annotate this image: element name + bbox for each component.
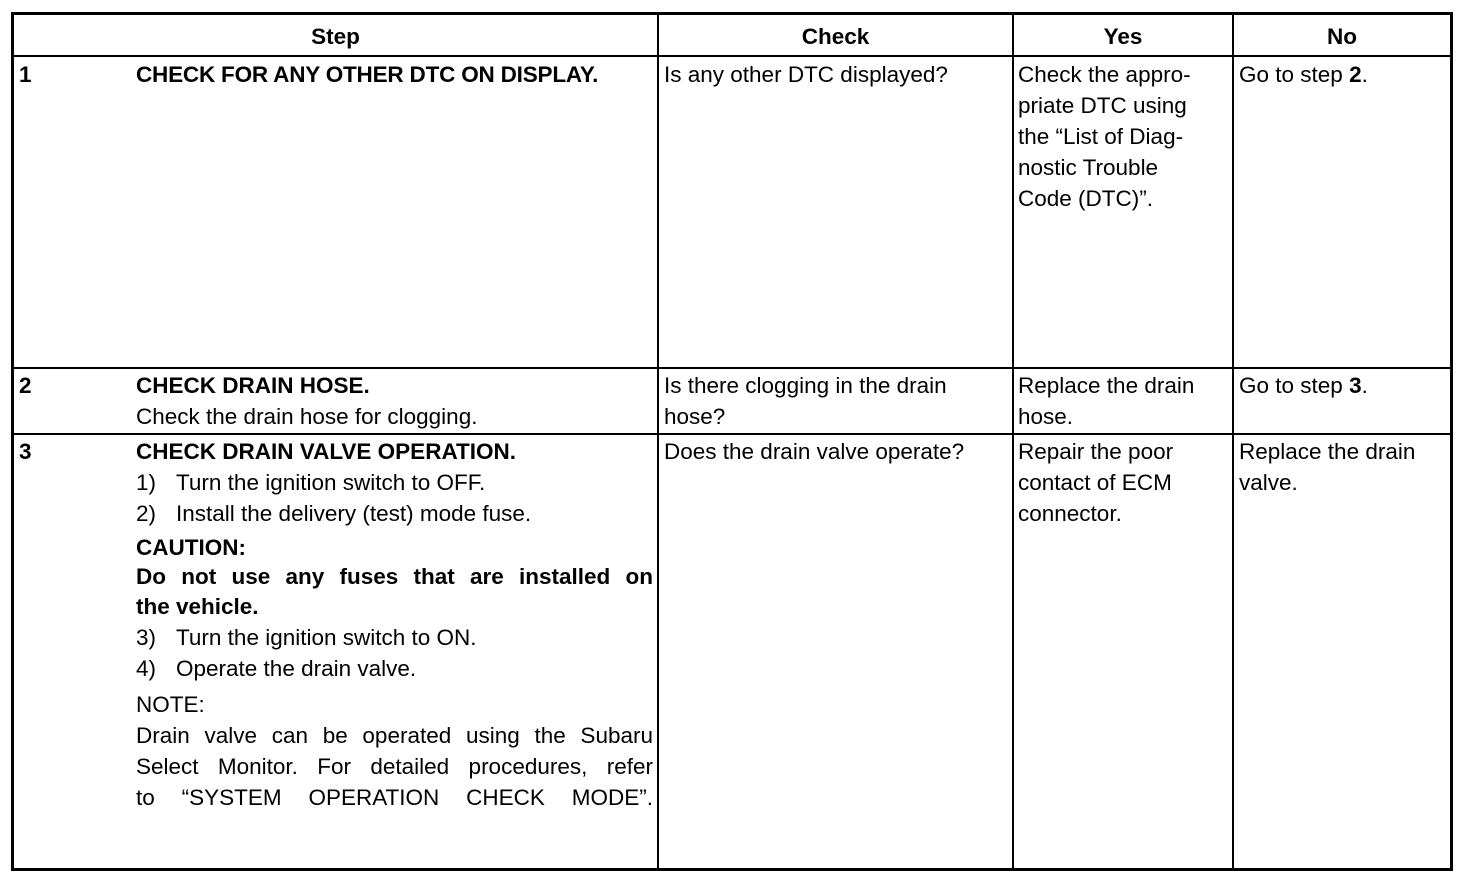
check-text: Does the drain valve operate? <box>664 439 965 464</box>
header-no: No <box>1327 24 1357 49</box>
step-number: 2 <box>19 373 32 398</box>
go-to-step-link[interactable]: 2 <box>1349 62 1362 87</box>
step-number: 1 <box>19 62 32 87</box>
step-cell <box>136 59 656 90</box>
column-divider <box>1012 15 1014 868</box>
yes-text: connector. <box>1018 501 1122 526</box>
no-text: valve. <box>1239 470 1298 495</box>
note-text: to “SYSTEM OPERATION CHECK MODE”. <box>136 785 653 810</box>
no-text: Replace the drain <box>1239 439 1416 464</box>
procedure-number: 3) <box>136 625 157 650</box>
yes-text: contact of ECM <box>1018 470 1172 495</box>
no-suffix: . <box>1361 373 1368 398</box>
procedure-text: Turn the ignition switch to OFF. <box>176 470 486 495</box>
no-suffix: . <box>1361 62 1368 87</box>
column-divider <box>657 15 659 868</box>
procedure-text: Operate the drain valve. <box>176 656 417 681</box>
procedure-item <box>136 653 653 684</box>
step-title: CHECK FOR ANY OTHER DTC ON DISPLAY. <box>136 62 599 87</box>
check-cell <box>664 436 1008 467</box>
procedure-text: Install the delivery (test) mode fuse. <box>176 501 532 526</box>
yes-text: Repair the poor <box>1018 439 1174 464</box>
header-check: Check <box>801 24 870 49</box>
yes-text: Code (DTC)”. <box>1018 186 1154 211</box>
note-text: Drain valve can be operated using the Subaru <box>136 723 653 748</box>
go-to-step-link[interactable]: 3 <box>1349 373 1362 398</box>
procedure-item <box>136 467 653 498</box>
row-divider <box>14 367 1450 369</box>
no-prefix: Go to step <box>1239 62 1350 87</box>
no-cell <box>1239 436 1449 498</box>
row-divider <box>14 433 1450 435</box>
procedure-item <box>136 622 653 653</box>
caution-text: the vehicle. <box>136 594 259 619</box>
step-cell <box>136 436 653 813</box>
procedure-number: 4) <box>136 656 157 681</box>
caution-label: CAUTION: <box>136 535 246 560</box>
check-text: Is any other DTC displayed? <box>664 62 948 87</box>
header-step: Step <box>311 24 360 49</box>
yes-text: hose. <box>1018 404 1074 429</box>
step-title: CHECK DRAIN HOSE. <box>136 373 370 398</box>
procedure-text: Turn the ignition switch to ON. <box>176 625 477 650</box>
yes-cell <box>1018 59 1230 214</box>
step-text: Check the drain hose for clogging. <box>136 404 478 429</box>
column-divider <box>1232 15 1234 868</box>
yes-text: the “List of Diag- <box>1018 124 1184 149</box>
no-text <box>1239 370 1449 401</box>
yes-text: nostic Trouble <box>1018 155 1159 180</box>
no-prefix: Go to step <box>1239 373 1350 398</box>
note-text: Select Monitor. For detailed procedures, refer <box>136 754 653 779</box>
caution-text: Do not use any fuses that are installed on <box>136 564 653 589</box>
check-text: hose? <box>664 404 726 429</box>
note-label: NOTE: <box>136 692 205 717</box>
diagnostic-table <box>11 12 1453 871</box>
no-cell <box>1239 59 1449 90</box>
yes-text: Replace the drain <box>1018 373 1195 398</box>
step-number: 3 <box>19 439 32 464</box>
step-cell <box>136 370 656 432</box>
procedure-number: 2) <box>136 501 157 526</box>
check-cell <box>664 370 1008 432</box>
procedure-number: 1) <box>136 470 157 495</box>
yes-text: priate DTC using <box>1018 93 1187 118</box>
procedure-item <box>136 498 653 529</box>
no-text <box>1239 59 1449 90</box>
no-cell <box>1239 370 1449 401</box>
check-text: Is there clogging in the drain <box>664 373 947 398</box>
step-title: CHECK DRAIN VALVE OPERATION. <box>136 439 517 464</box>
yes-text: Check the appro- <box>1018 62 1191 87</box>
yes-cell <box>1018 370 1230 432</box>
check-cell <box>664 59 1008 90</box>
row-divider <box>14 55 1450 57</box>
yes-cell <box>1018 436 1230 529</box>
header-yes: Yes <box>1103 24 1143 49</box>
